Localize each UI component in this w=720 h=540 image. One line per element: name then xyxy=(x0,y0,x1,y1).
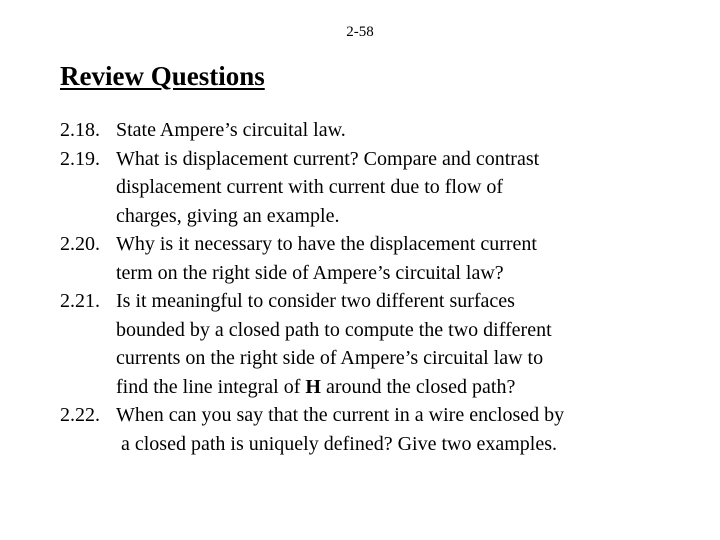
question-line: Is it meaningful to consider two different surfaces xyxy=(116,290,515,312)
question-text xyxy=(116,287,552,401)
question-line-text: find the line integral of xyxy=(116,375,306,398)
question-line: charges, giving an example. xyxy=(116,204,340,227)
question-line: What is displacement current? Compare and contrast xyxy=(116,147,540,170)
question-line-text: around the closed path? xyxy=(320,375,516,398)
question-line: Why is it necessary to have the displacement current xyxy=(116,233,537,255)
question-line: displacement current with current due to flow of xyxy=(116,176,504,198)
question-number: 2.19. xyxy=(60,147,100,170)
question-text xyxy=(116,401,564,458)
question-line: term on the right side of Ampere’s circuital law? xyxy=(116,261,504,284)
question-2-19 xyxy=(60,145,710,231)
question-number: 2.22. xyxy=(60,404,100,426)
question-line: currents on the right side of Ampere’s circuital law to xyxy=(116,347,544,369)
section-title: Review Questions xyxy=(60,61,265,91)
question-line xyxy=(116,373,552,402)
page-number: 2-58 xyxy=(346,24,374,40)
question-number: 2.20. xyxy=(60,233,100,255)
question-2-22 xyxy=(60,401,710,458)
field-symbol-h: H xyxy=(305,375,321,398)
question-2-20 xyxy=(60,230,710,287)
question-line: a closed path is uniquely defined? Give two examples. xyxy=(121,432,557,455)
question-2-18 xyxy=(60,116,710,145)
question-2-21 xyxy=(60,287,710,401)
question-text xyxy=(116,230,537,287)
question-number: 2.18. xyxy=(60,119,100,141)
question-number: 2.21. xyxy=(60,290,100,312)
question-text xyxy=(116,116,346,145)
question-line: bounded by a closed path to compute the two different xyxy=(116,318,552,341)
question-list xyxy=(60,116,710,458)
question-text xyxy=(116,145,539,231)
question-line: When can you say that the current in a wire enclosed by xyxy=(116,404,565,426)
question-line: State Ampere’s circuital law. xyxy=(116,119,346,141)
